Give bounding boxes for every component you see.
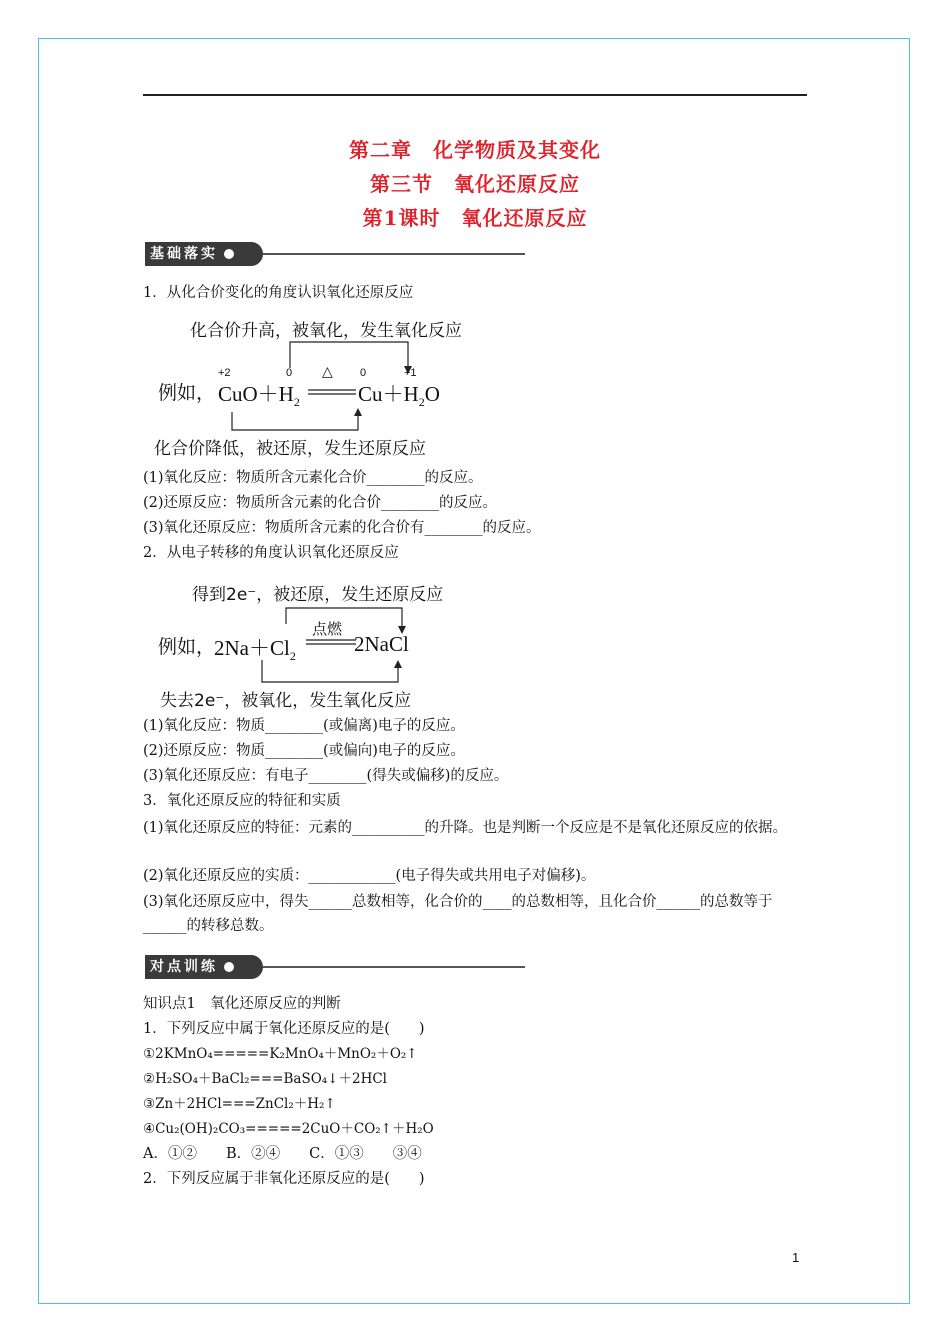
equation2-right: 2NaCl	[354, 632, 409, 656]
part1-heading: 1．从化合价变化的角度认识氧化还原反应	[143, 285, 414, 301]
part1-item-2: (2)还原反应：物质所含元素的化合价________的反应。	[143, 495, 498, 511]
example-prefix-2: 例如，	[158, 636, 216, 658]
section-title: 第三节 氧化还原反应	[370, 172, 580, 196]
section-header-basic-label: 基础落实	[150, 246, 218, 262]
section-rule	[263, 966, 525, 968]
reaction-2: ②H₂SO₄＋BaCl₂===BaSO₄↓＋2HCl	[143, 1071, 387, 1087]
valence-diagram	[150, 312, 530, 462]
knowledge-point: 知识点1 氧化还原反应的判断	[143, 996, 341, 1012]
part2-heading: 2．从电子转移的角度认识氧化还原反应	[143, 545, 399, 561]
equation1-right: $Cu+H_2O$	[358, 382, 440, 410]
ignite-condition: 点燃	[312, 620, 343, 638]
section-header-practice-label: 对点训练	[150, 959, 218, 975]
diagram2-bottom-label: 失去2e⁻，被氧化，发生氧化反应	[160, 691, 412, 711]
heat-condition: △	[322, 364, 333, 380]
part2-item-1: (1)氧化反应：物质________(或偏离)电子的反应。	[143, 718, 465, 734]
part3-item-1: (1)氧化还原反应的特征：元素的__________的升降。也是判断一个反应是不是氧化还原反应的依据。	[143, 820, 788, 836]
valence-cu-left: +2	[218, 367, 231, 379]
question-1-options: A．①② B．②④ C．①③ ③④	[143, 1146, 422, 1162]
example-prefix: 例如，	[158, 382, 216, 404]
part3-item-2: (2)氧化还原反应的实质：____________(电子得失或共用电子对偏移)。	[143, 868, 596, 884]
reaction-3: ③Zn＋2HCl===ZnCl₂＋H₂↑	[143, 1096, 336, 1112]
bullet-icon	[224, 962, 234, 972]
bullet-icon	[224, 249, 234, 259]
lesson-title: 第1课时 氧化还原反应	[362, 206, 588, 230]
part3-item-3: (3)氧化还原反应中，得失______总数相等，化合价的____的总数相等，且化合价______的总数等于______的转移总数。	[143, 894, 773, 934]
diagram1-top-label: 化合价升高，被氧化，发生氧化反应	[190, 321, 462, 341]
chapter-title: 第二章 化学物质及其变化	[349, 138, 601, 162]
part2-item-3: (3)氧化还原反应：有电子________(得失或偏移)的反应。	[143, 768, 509, 784]
question-2: 2．下列反应属于非氧化还原反应的是( )	[143, 1171, 425, 1187]
part1-item-3: (3)氧化还原反应：物质所含元素的化合价有________的反应。	[143, 520, 541, 536]
header-rule	[143, 94, 807, 96]
equation2-left: $2Na+Cl_2$	[214, 636, 296, 664]
diagram1-bottom-label: 化合价降低，被还原，发生还原反应	[154, 439, 426, 459]
valence-h-left: 0	[286, 367, 293, 379]
electron-transfer-diagram	[150, 576, 530, 712]
part3-heading: 3．氧化还原反应的特征和实质	[143, 793, 341, 809]
section-rule	[263, 253, 525, 255]
valence-h-right: +1	[404, 367, 417, 379]
reaction-1: ①2KMnO₄=====K₂MnO₄＋MnO₂＋O₂↑	[143, 1046, 418, 1062]
part2-item-2: (2)还原反应：物质________(或偏向)电子的反应。	[143, 743, 465, 759]
reaction-4: ④Cu₂(OH)₂CO₃=====2CuO＋CO₂↑＋H₂O	[143, 1121, 434, 1137]
equation1-left: $CuO+H_2$	[218, 382, 300, 410]
diagram2-top-label: 得到2e⁻，被还原，发生还原反应	[192, 585, 444, 605]
part1-item-1: (1)氧化反应：物质所含元素化合价________的反应。	[143, 470, 483, 486]
page-number: 1	[792, 1250, 800, 1265]
question-1: 1．下列反应中属于氧化还原反应的是( )	[143, 1021, 425, 1037]
valence-cu-right: 0	[360, 367, 367, 379]
